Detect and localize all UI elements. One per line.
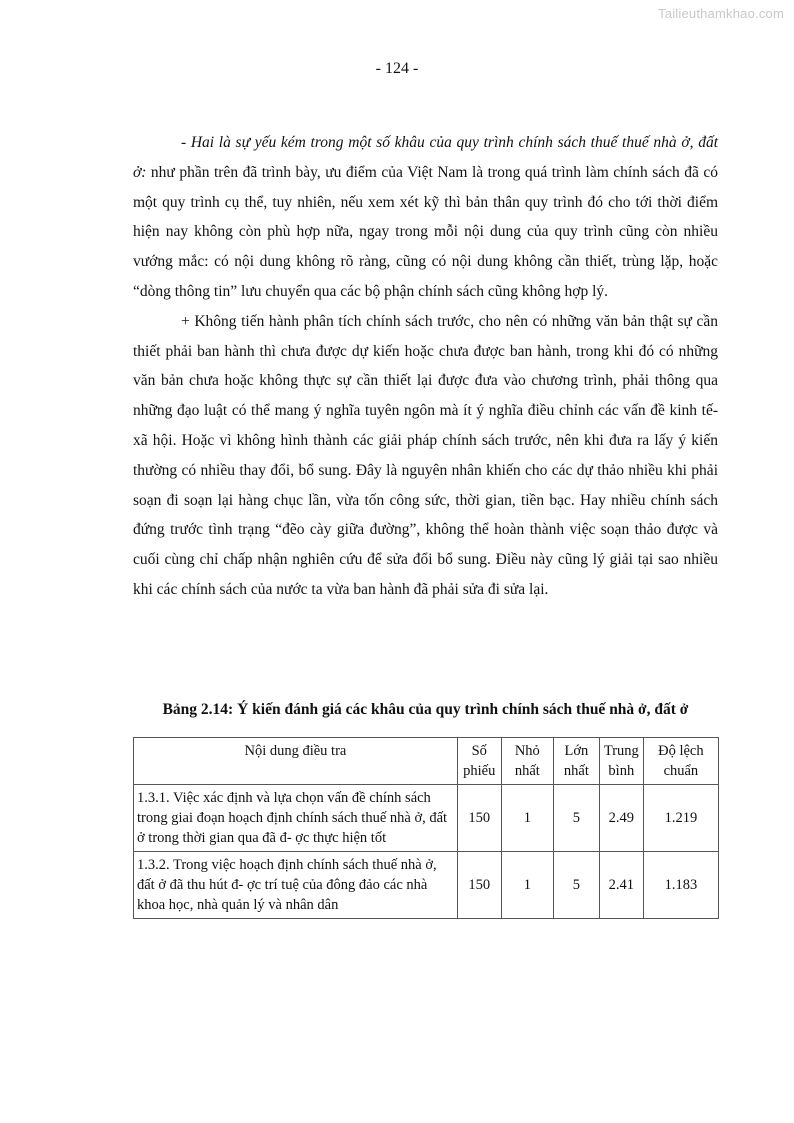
page-number: - 124 -: [375, 60, 419, 77]
row-content: 1.3.2. Trong việc hoạch định chính sách thuế nhà ở, đất ở đã thu hút đ- ợc trí tuệ của đông đảo các nhà khoa học, nhà quản lý và nhân dân: [134, 852, 458, 919]
row-content: 1.3.1. Việc xác định và lựa chọn vấn đề chính sách trong giai đoạn hoạch định chính sách thuế nhà ở, đất ở trong thời gian qua đã đ- ợc thực hiện tốt: [134, 785, 458, 852]
paragraph-1-lead: - Hai là sự yếu kém trong một số khâu của quy trình chính sách thuế thuế nhà ở, đất ở:: [133, 134, 718, 181]
table-row: [134, 785, 719, 852]
table-row: [134, 852, 719, 919]
table-caption: Bảng 2.14: Ý kiến đánh giá các khâu của quy trình chính sách thuế nhà ở, đất ở: [162, 701, 689, 718]
header-content: Nội dung điều tra: [134, 738, 458, 785]
paragraph-1: [133, 128, 718, 307]
row-mean: 2.49: [599, 785, 643, 852]
paragraph-1-text: như phần trên đã trình bày, ưu điểm của Việt Nam là trong quá trình làm chính sách đã có một quy trình cụ thể, tuy nhiên, nếu xem xét kỹ thì bản thân quy trình đó cho tới thời điểm hiện nay không còn phù hợp nữa, ngay trong mỗi nội dung của quy trình cũng còn nhiều vướng mắc: có nội dung không rõ ràng, cũng có nội dung không cần thiết, trùng lặp, hoặc “dòng thông tin” lưu chuyển qua các bộ phận chính sách cũng không hợp lý.: [133, 163, 718, 300]
header-votes: Số phiếu: [457, 738, 501, 785]
row-max: 5: [553, 785, 599, 852]
paragraph-2: + Không tiến hành phân tích chính sách trước, cho nên có những văn bản thật sự cần thiết phải ban hành thì chưa được dự kiến hoặc chưa được ban hành, trong khi đó có những văn bản chưa hoặc không thực sự cần thiết lại được đưa vào chương trình, phải thông qua những đạo luật có thể mang ý nghĩa tuyên ngôn mà ít ý nghĩa điều chỉnh các vấn đề kinh tế- xã hội. Hoặc vì không hình thành các giải pháp chính sách trước, nên khi đưa ra lấy ý kiến thường có nhiều thay đổi, bổ sung. Đây là nguyên nhân khiến cho các dự thảo nhiều khi phải soạn đi soạn lại hàng chục lần, vừa tốn công sức, thời gian, tiền bạc. Hay nhiều chính sách đứng trước tình trạng “đẽo cày giữa đường”, không thể hoàn thành việc soạn thảo được và cuối cùng chỉ chấp nhận nghiên cứu để sửa đổi bổ sung. Điều này cũng lý giải tại sao nhiều khi các chính sách của nước ta vừa ban hành đã phải sửa đi sửa lại.: [133, 312, 718, 598]
row-votes: 150: [457, 785, 501, 852]
header-min: Nhỏ nhất: [501, 738, 553, 785]
row-mean: 2.41: [599, 852, 643, 919]
header-std: Độ lệch chuẩn: [643, 738, 718, 785]
header-max: Lớn nhất: [553, 738, 599, 785]
survey-table: [133, 737, 719, 919]
table-header-row: [134, 738, 719, 785]
watermark: Tailieuthamkhao.com: [658, 6, 784, 21]
row-min: 1: [501, 785, 553, 852]
header-mean: Trung bình: [599, 738, 643, 785]
row-min: 1: [501, 852, 553, 919]
row-std: 1.219: [643, 785, 718, 852]
body-text: [133, 128, 718, 605]
row-max: 5: [553, 852, 599, 919]
row-std: 1.183: [643, 852, 718, 919]
row-votes: 150: [457, 852, 501, 919]
